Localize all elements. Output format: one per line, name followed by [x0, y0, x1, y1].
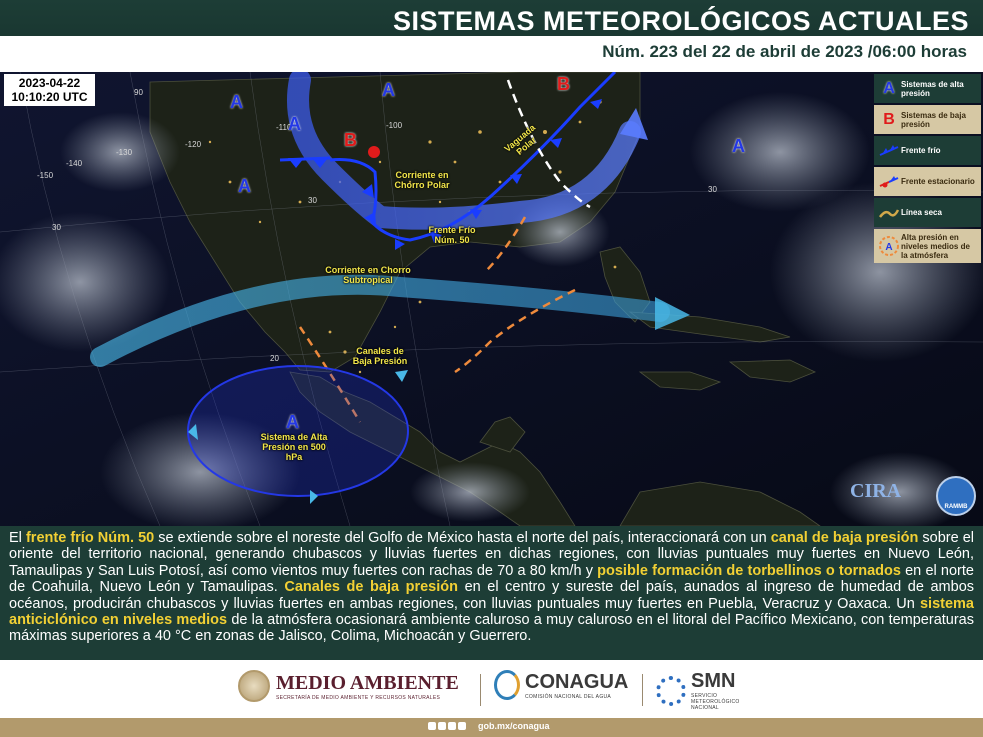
smn-spiral-icon [656, 676, 686, 706]
grid-label: -150 [37, 171, 54, 180]
high-pressure-icon: A [883, 79, 895, 97]
high-pressure-symbol: A [238, 176, 251, 196]
legend-item-high-pressure: A Sistemas de alta presión [874, 74, 981, 103]
forecast-description [0, 526, 983, 660]
legend-item-stationary-front: Frente estacionario [874, 167, 981, 196]
high-pressure-symbol: A [288, 114, 301, 134]
stationary-front-icon [877, 171, 901, 193]
map-graphic [0, 72, 983, 526]
low-pressure-symbol: B [344, 130, 357, 150]
svg-text:A: A [885, 242, 893, 253]
legend-item-cold-front: Frente frío [874, 136, 981, 165]
header [0, 0, 983, 72]
highlighted-phrase: canal de baja presión [770, 530, 919, 546]
highlighted-phrase: posible formación de torbellinos o tornados [597, 562, 901, 579]
polar-trough-label: Vaguada Polar [502, 122, 539, 157]
high-pressure-symbol: A [382, 80, 395, 100]
social-icons [428, 722, 466, 730]
facebook-icon[interactable] [428, 722, 436, 730]
timestamp-time: 10:10:20 UTC [11, 90, 88, 104]
description-text: se extiende sobre el noreste del Golfo de México hasta el norte del país, interaccionará con un [154, 530, 771, 546]
page-title: SISTEMAS METEOROLÓGICOS ACTUALES [392, 6, 969, 36]
dry-line-icon [877, 202, 901, 224]
low-pressure-symbol: B [557, 74, 570, 94]
smn-logo [656, 670, 751, 711]
website-link[interactable]: gob.mx/conagua [478, 721, 550, 731]
youtube-icon[interactable] [458, 722, 466, 730]
grid-label: 90 [134, 88, 143, 97]
institution-logos [0, 660, 983, 718]
forecast-paragraph [9, 530, 974, 645]
conagua-subtitle: COMISIÓN NACIONAL DEL AGUA [525, 693, 612, 700]
medio-ambiente-logo [238, 670, 459, 702]
medio-ambiente-subtitle: SECRETARÍA DE MEDIO AMBIENTE Y RECURSOS NATURALES [276, 694, 441, 701]
cira-logo: CIRA [850, 480, 902, 502]
image-timestamp [4, 74, 95, 106]
highlighted-phrase: frente frío Núm. 50 [25, 530, 155, 546]
cold-front-icon [877, 140, 901, 162]
legend-item-low-pressure: B Sistemas de baja presión [874, 105, 981, 134]
conagua-drop-icon [494, 670, 520, 700]
rammb-logo [936, 476, 976, 516]
logo-divider [642, 674, 643, 706]
map-legend [874, 74, 981, 265]
timestamp-date: 2023-04-22 [18, 76, 81, 90]
smn-title: SMN [691, 670, 736, 692]
mid-level-high-icon [877, 235, 901, 257]
high-pressure-symbol: A [230, 92, 243, 112]
description-text: en el norte de Coahuila, Nuevo León y Tamaulipas. [9, 562, 974, 596]
logo-divider [480, 674, 481, 706]
grid-label: 20 [270, 354, 279, 363]
conagua-title: CONAGUA [525, 670, 629, 693]
instagram-icon[interactable] [448, 722, 456, 730]
subtropical-jet-label: Corriente en Chorro Subtropical [325, 265, 411, 285]
grid-label: 30 [308, 196, 317, 205]
conagua-logo [494, 670, 628, 700]
grid-label: -130 [116, 148, 133, 157]
footer [0, 718, 983, 737]
high-500hpa-label: Sistema de Alta Presión en 500 hPa [260, 432, 328, 462]
description-text: en el centro y sureste del país, aunados al ingreso de humedad de ambos océanos, producirán chubascos y lluvias fuertes en ambas regiones, con lluvias puntuales muy fuertes en Puebla, Veracruz y Oaxaca. Un [9, 579, 975, 612]
legend-item-mid-level-high: A Alta presión en niveles medios de la atmósfera [874, 229, 981, 263]
medio-ambiente-title: MEDIO AMBIENTE [276, 671, 459, 694]
grid-label: 30 [52, 223, 61, 232]
satellite-map [0, 72, 983, 526]
grid-label: -120 [185, 140, 202, 149]
grid-label: -110 [276, 123, 292, 132]
description-text: sobre el oriente del territorio nacional, generando chubascos y lluvias fuertes en dichas regiones, con lluvias puntuales muy fuertes en Nuevo León, Tamaulipas y San Luis Potosí, así como vientos muy fuertes con rachas de 70 a 80 km/h y [9, 530, 975, 579]
polar-jet-label: Corriente en Chorro Polar [394, 170, 450, 190]
grid-label: -140 [66, 159, 83, 168]
grid-label: 30 [708, 185, 717, 194]
high-pressure-symbol: A [732, 136, 745, 156]
grid-label: -100 [386, 121, 403, 130]
low-pressure-icon: B [883, 110, 895, 128]
highlighted-phrase: Canales de baja presión [284, 579, 458, 596]
cold-front-label: Frente Frío Núm. 50 [428, 225, 476, 245]
coat-of-arms-icon [238, 670, 270, 702]
legend-item-dry-line: Línea seca [874, 198, 981, 227]
smn-subtitle: SERVICIO METEOROLÓGICO NACIONAL [691, 693, 740, 711]
low-pressure-channels-label: Canales de Baja Presión [352, 346, 408, 366]
high-pressure-symbol: A [286, 412, 299, 432]
description-text: de la atmósfera ocasionará ambiente caluroso a muy caluroso en el litoral del Pacífico Mexicano, con temperaturas máximas superiores a 40 °C en zonas de Jalisco, Colima, Michoacán y Guerrero. [9, 612, 974, 645]
bulletin-number-date: Núm. 223 del 22 de abril de 2023 /06:00 horas [602, 42, 967, 61]
twitter-icon[interactable] [438, 722, 446, 730]
highlighted-phrase: sistema anticiclónico en niveles medios [9, 595, 974, 629]
description-text: El [9, 530, 26, 546]
rammb-label: RAMMB [944, 504, 968, 510]
